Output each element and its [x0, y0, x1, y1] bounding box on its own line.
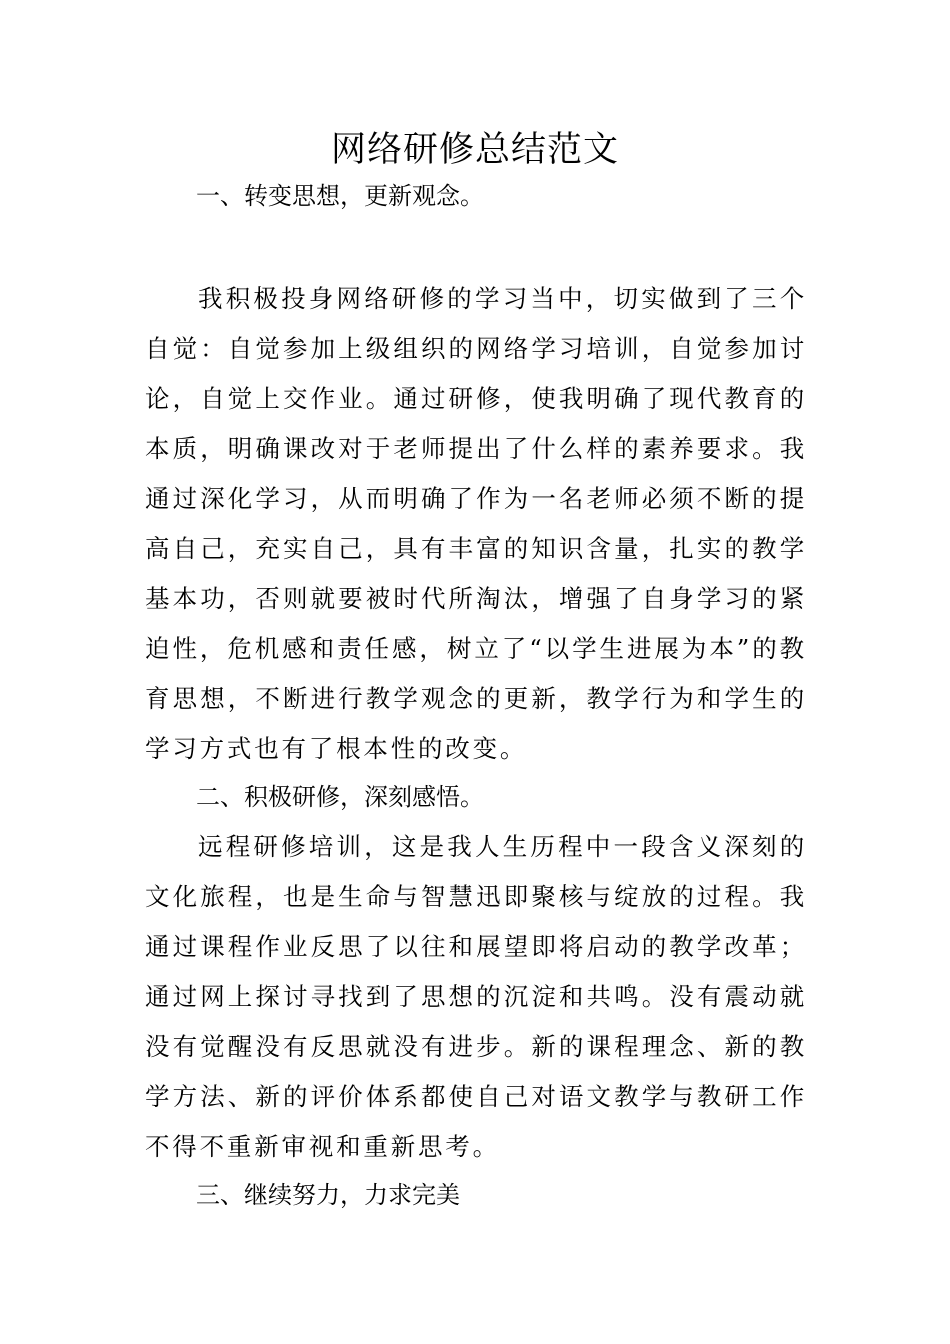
section-heading-1: 一、转变思想，更新观念。: [196, 182, 484, 210]
section-heading-2: 二、积极研修，深刻感悟。: [196, 783, 484, 811]
section-paragraph-1: 我积极投身网络研修的学习当中，切实做到了三个自觉：自觉参加上级组织的网络学习培训，自觉参加讨论，自觉上交作业。通过研修，使我明确了现代教育的本质，明确课改对于老师提出了什么样的素养要求。我通过深化学习，从而明确了作为一名老师必须不断的提高自己，充实自己，具有丰富的知识含量，扎实的教学基本功，否则就要被时代所淘汰，增强了自身学习的紧迫性，危机感和责任感，树立了“以学生进展为本”的教育思想，不断进行教学观念的更新，教学行为和学生的学习方式也有了根本性的改变。: [145, 284, 807, 763]
document-title: 网络研修总结范文: [330, 130, 619, 170]
section-paragraph-2: 远程研修培训，这是我人生历程中一段含义深刻的文化旅程，也是生命与智慧迅即聚核与绽放的过程。我通过课程作业反思了以往和展望即将启动的教学改革；通过网上探讨寻找到了思想的沉淀和共鸣。没有震动就没有觉醒没有反思就没有进步。新的课程理念、新的教学方法、新的评价体系都使自己对语文教学与教研工作不得不重新审视和重新思考。: [145, 832, 807, 1161]
section-heading-3: 三、继续努力，力求完美: [196, 1181, 460, 1209]
